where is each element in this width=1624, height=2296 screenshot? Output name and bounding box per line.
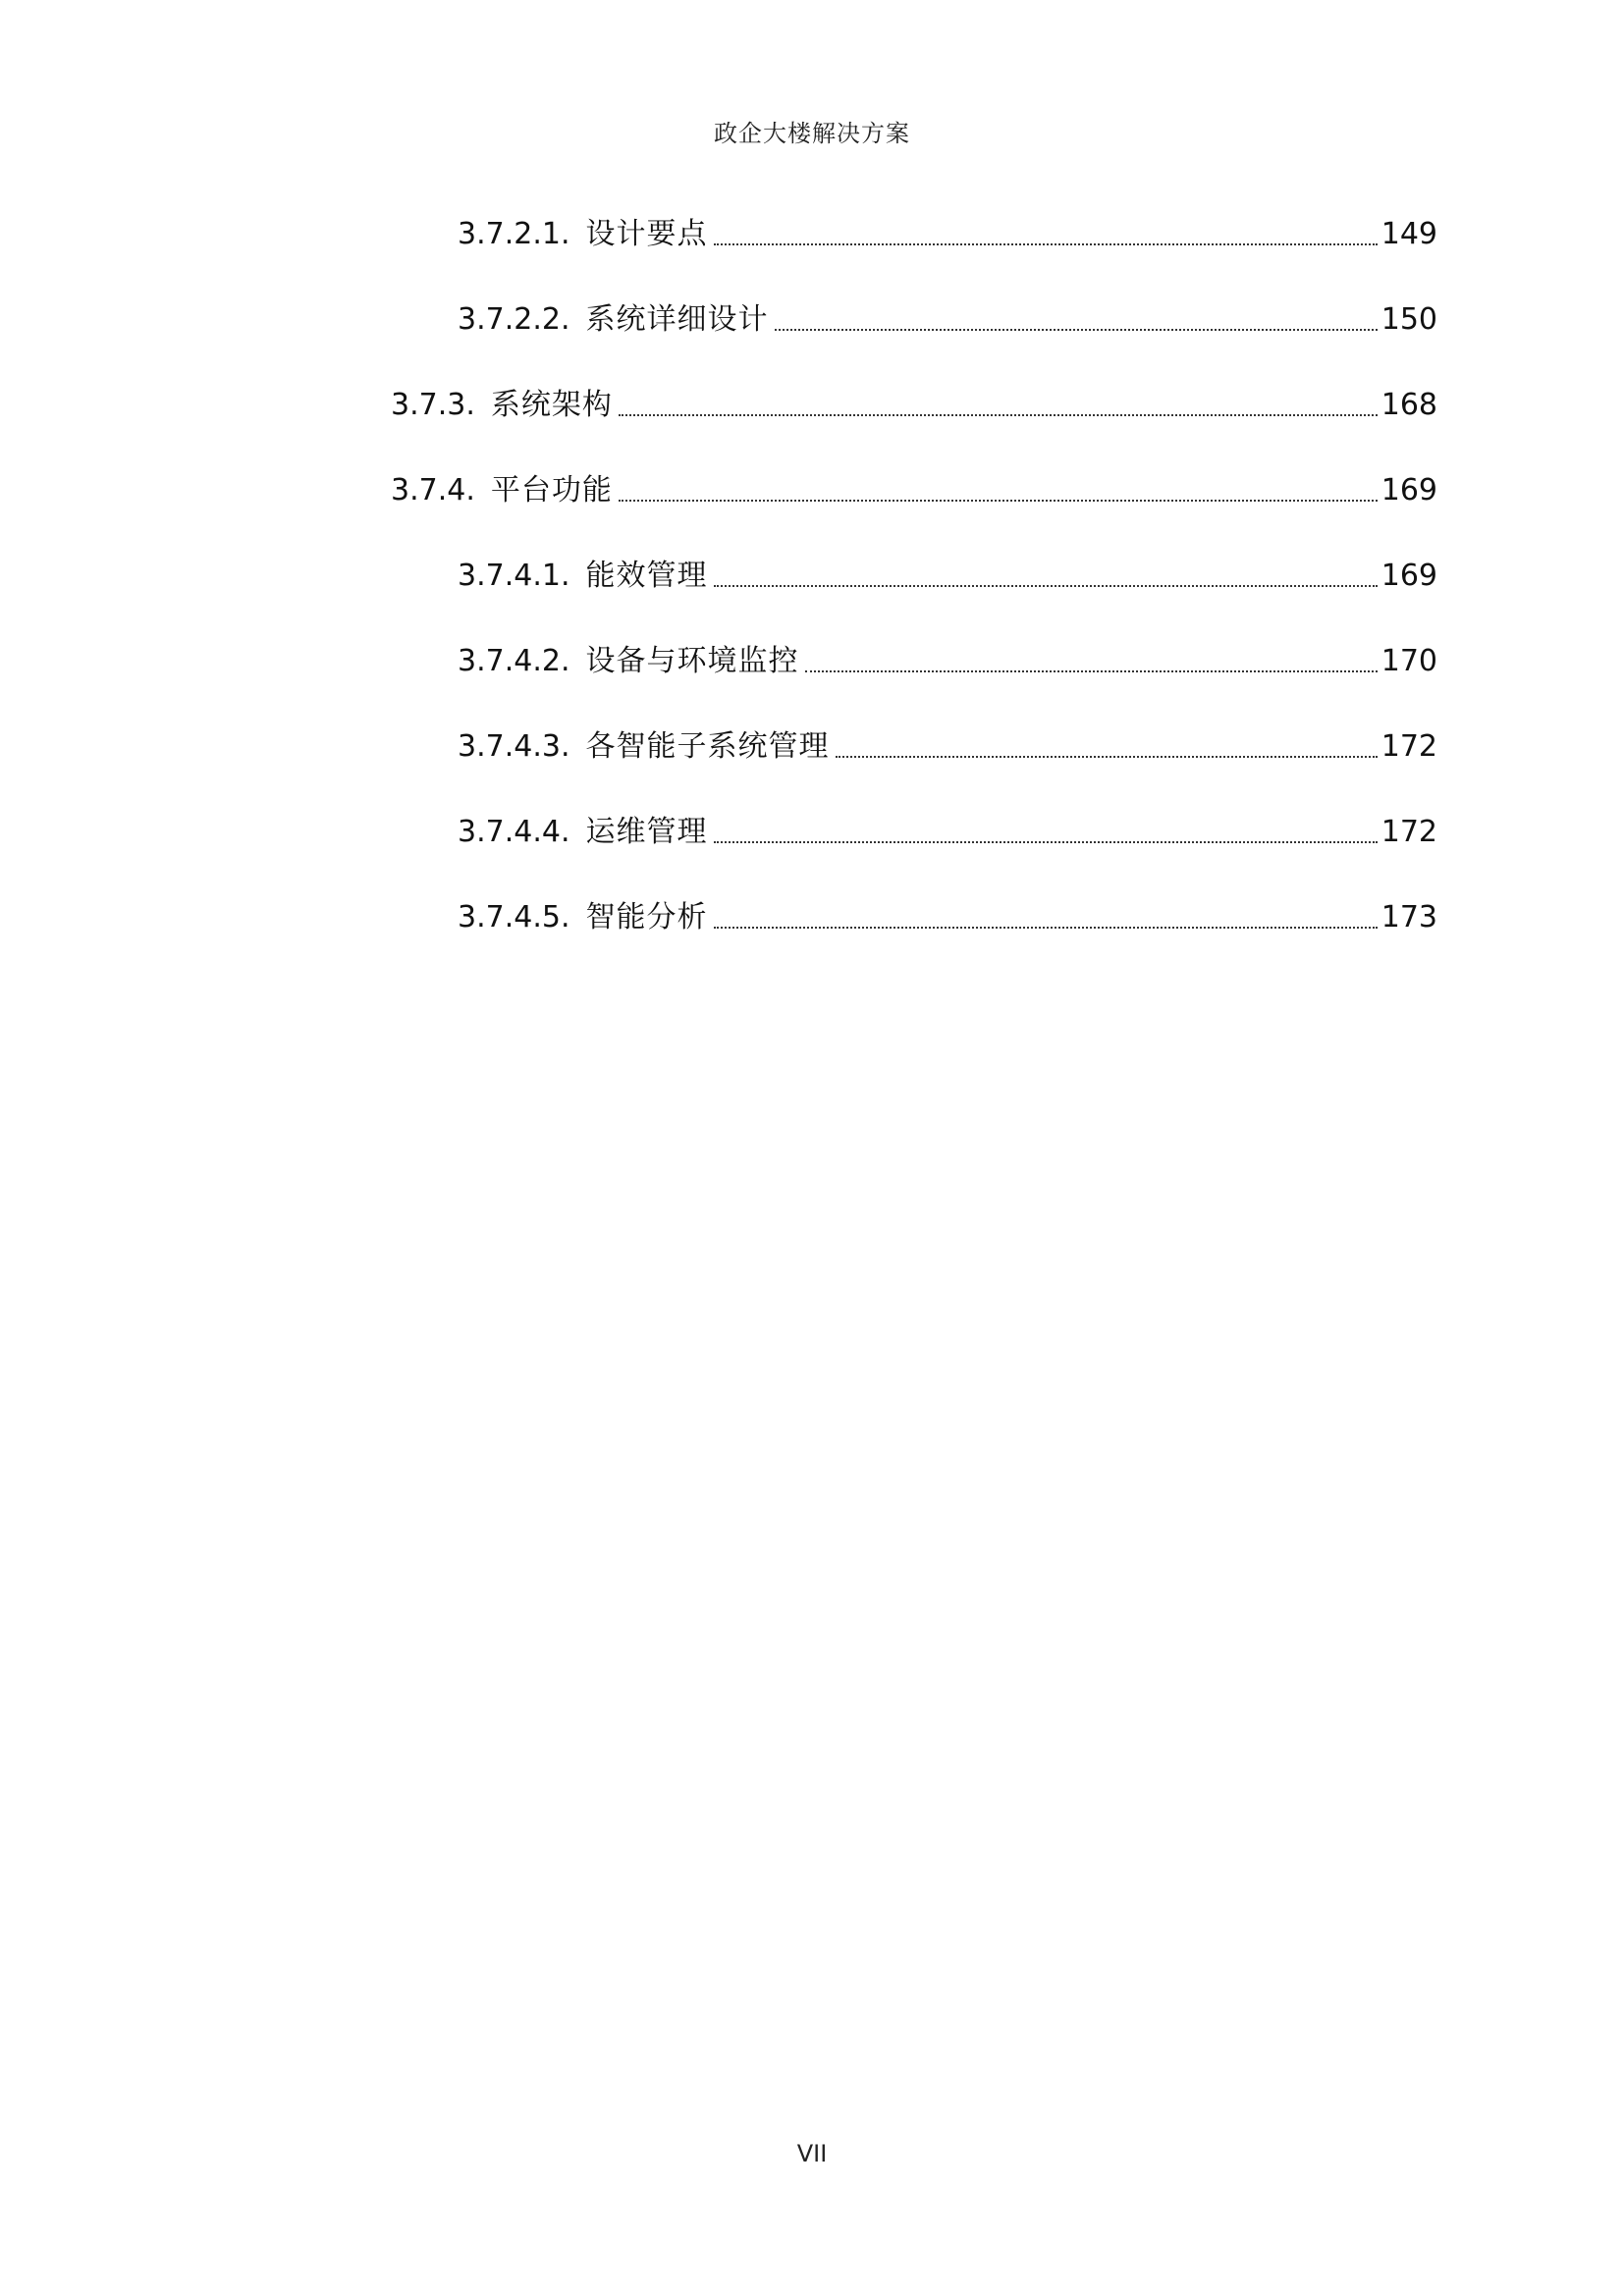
toc-leader-dots	[805, 670, 1378, 672]
toc-entry[interactable]	[458, 298, 1437, 342]
toc-entry-title: 平台功能	[490, 473, 613, 507]
toc-entry[interactable]	[458, 555, 1437, 598]
toc-leader-dots	[714, 841, 1378, 843]
toc-entry-page: 172	[1380, 729, 1437, 764]
toc-entry-number: 3.7.4.5.	[458, 900, 570, 934]
toc-leader-dots	[836, 756, 1378, 758]
toc-entry-page: 150	[1380, 302, 1437, 337]
toc-entry-title: 系统架构	[490, 388, 613, 422]
toc-entry-page: 149	[1380, 217, 1437, 251]
toc-entry-page: 170	[1380, 644, 1437, 678]
toc-leader-dots	[775, 329, 1378, 331]
table-of-contents	[0, 0, 1624, 982]
toc-entry-page: 169	[1380, 559, 1437, 593]
toc-entry[interactable]	[458, 811, 1437, 854]
toc-entry[interactable]	[458, 640, 1437, 683]
toc-entry-title: 设备与环境监控	[585, 644, 799, 678]
toc-entry[interactable]	[391, 384, 1437, 427]
toc-entry-number: 3.7.4.1.	[458, 559, 570, 593]
toc-entry[interactable]	[391, 469, 1437, 512]
toc-leader-dots	[714, 585, 1378, 587]
page-header-title: 政企大楼解决方案	[714, 120, 910, 147]
toc-entry-number: 3.7.2.2.	[458, 302, 570, 337]
page-number: VII	[796, 2140, 828, 2167]
toc-entry-number: 3.7.3.	[391, 388, 475, 422]
toc-entry[interactable]	[458, 725, 1437, 769]
toc-entry[interactable]	[458, 213, 1437, 256]
toc-entry-title: 各智能子系统管理	[585, 729, 830, 764]
toc-entry-number: 3.7.4.2.	[458, 644, 570, 678]
toc-entry-page: 172	[1380, 815, 1437, 849]
toc-entry-number: 3.7.4.	[391, 473, 475, 507]
toc-leader-dots	[714, 243, 1378, 245]
toc-entry-title: 智能分析	[585, 900, 708, 934]
toc-leader-dots	[714, 927, 1378, 929]
toc-entry-title: 能效管理	[585, 559, 708, 593]
toc-leader-dots	[619, 414, 1378, 416]
toc-entry-page: 168	[1380, 388, 1437, 422]
toc-leader-dots	[619, 500, 1378, 502]
toc-entry-page: 169	[1380, 473, 1437, 507]
toc-entry-page: 173	[1380, 900, 1437, 934]
toc-entry-title: 运维管理	[585, 815, 708, 849]
toc-entry-title: 设计要点	[585, 217, 708, 251]
toc-entry-number: 3.7.4.4.	[458, 815, 570, 849]
toc-entry-number: 3.7.2.1.	[458, 217, 570, 251]
toc-entry-number: 3.7.4.3.	[458, 729, 570, 764]
toc-entry[interactable]	[458, 896, 1437, 939]
toc-entry-title: 系统详细设计	[585, 302, 769, 337]
